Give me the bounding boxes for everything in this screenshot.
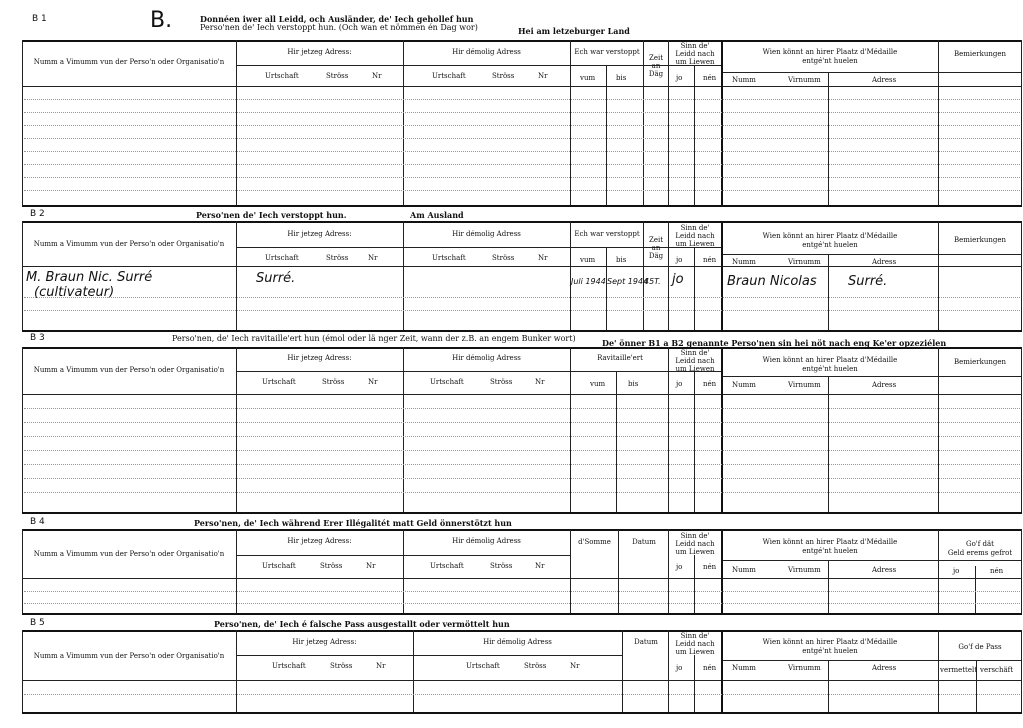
section-title: Perso'nen de' Iech verstoppt hun. (Och wan et nömmen én Dag wor) [200, 23, 478, 32]
medal-header: Wien könnt an hirer Plaatz d'Médaille [762, 356, 898, 364]
amount-header: d'Somme [578, 538, 611, 546]
verschaft-label: verschäft [980, 666, 1014, 674]
bis-label: bis [616, 74, 627, 82]
urtschaft-label: Urtschaft [432, 72, 466, 80]
former-address-header: Hir démolig Adress [483, 638, 552, 646]
jo-label: jo [676, 74, 683, 82]
section-title: Perso'nen, de' Iech ravitaille'ert hun (émol oder lä nger Zeit, wann der z.B. an engem Bunker wort) [172, 334, 576, 343]
form-letter: B. [150, 8, 173, 33]
nr-label: Nr [538, 72, 548, 80]
remarks-header: Bemierkungen [953, 50, 1007, 58]
form-heading: Donnéen iwer all Leidd, och Ausländer, de' Iech gehollef hun [200, 14, 474, 24]
section-subtitle: Hei am letzeburger Land [518, 26, 630, 36]
money-return-header: Go'f dät [965, 540, 994, 548]
hid-header: Ech war verstoppt [574, 230, 640, 238]
nr-label: Nr [372, 72, 382, 80]
entry-hid-to: Sept 1944 [607, 277, 649, 286]
section-code: B 3 [30, 333, 45, 343]
zeit-header: Zeit [648, 54, 664, 62]
ravit-header: Ravitaille'ert [597, 354, 643, 362]
former-address-header: Hir démolig Adress [452, 230, 521, 238]
entry-name: M. Braun Nic. Surré [26, 270, 153, 285]
numm-label: Numm [732, 76, 756, 84]
medal-header: Wien könnt an hirer Plaatz d'Médaille [762, 638, 898, 646]
person-column-header: Numm a Vimumm vun der Perso'n oder Organisatio'n [33, 366, 225, 374]
entry-occupation: (cultivateur) [34, 285, 115, 300]
stross-label: Ströss [492, 72, 515, 80]
section-title: Perso'nen de' Iech verstoppt hun. [196, 210, 347, 220]
person-column-header: Numm a Vimumm vun der Perso'n oder Organisatio'n [33, 550, 225, 558]
hid-header: Ech war verstoppt [574, 48, 640, 56]
date-header: Datum [632, 538, 656, 546]
adress-label: Adress [872, 76, 897, 84]
date-header: Datum [634, 638, 658, 646]
person-column-header: Numm a Vimumm vun der Perso'n oder Organisatio'n [33, 240, 225, 248]
medal-header: Wien könnt an hirer Plaatz d'Médaille [762, 48, 898, 56]
former-address-header: Hir démolig Adress [452, 537, 521, 545]
section-code: B 2 [30, 209, 45, 219]
former-address-header: Hir démolig Adress [452, 48, 521, 56]
medal-header: Wien könnt an hirer Plaatz d'Médaille [762, 538, 898, 546]
entry-address: Surré. [256, 271, 296, 286]
remarks-header: Bemierkungen [953, 236, 1007, 244]
stross-label: Ströss [326, 72, 349, 80]
entry-alive: jo [672, 272, 684, 287]
section-subtitle: Am Ausland [410, 210, 464, 220]
person-column-header: Numm a Vimumm vun der Perso'n oder Organisatio'n [33, 652, 225, 660]
current-address-header: Hir jetzeg Adress: [287, 48, 352, 56]
person-column-header: Numm a Vimumm vun der Perso'n oder Organisatio'n [33, 58, 225, 66]
alive-header: Sinn de' [680, 42, 710, 50]
vermettelt-label: vermettelt [940, 666, 978, 674]
former-address-header: Hir démolig Adress [452, 354, 521, 362]
remarks-header: Bemierkungen [953, 358, 1007, 366]
section-code: B 1 [32, 14, 47, 24]
section-code: B 4 [30, 517, 45, 527]
section-title: Perso'nen, de' Iech während Erer Illégalitét matt Geld önnerstötzt hun [194, 518, 512, 528]
current-address-header: Hir jetzeg Adress: [287, 354, 352, 362]
entry-medal-address: Surré. [848, 274, 888, 289]
virnumm-label: Virnumm [788, 76, 821, 84]
current-address-header: Hir jetzeg Adress: [287, 537, 352, 545]
passport-header: Go'f de Pass [958, 643, 1002, 651]
medal-header: Wien könnt an hirer Plaatz d'Médaille [762, 232, 898, 240]
section-title: Perso'nen, de' Iech é falsche Pass ausgestallt oder vermöttelt hun [214, 619, 510, 629]
vum-label: vum [580, 74, 596, 82]
entry-medal-name: Braun Nicolas [727, 274, 817, 289]
entry-hid-from: Juli 1944 [571, 277, 606, 286]
section-code: B 5 [30, 618, 45, 628]
entry-days: 45T. [644, 277, 661, 286]
urtschaft-label: Urtschaft [265, 72, 299, 80]
section-subtitle: De' önner B1 a B2 genannte Perso'nen sin hei nöt nach eng Ke'er opzeziélen [602, 338, 947, 348]
nen-label: nén [703, 74, 717, 82]
current-address-header: Hir jetzeg Adress: [292, 638, 357, 646]
current-address-header: Hir jetzeg Adress: [287, 230, 352, 238]
